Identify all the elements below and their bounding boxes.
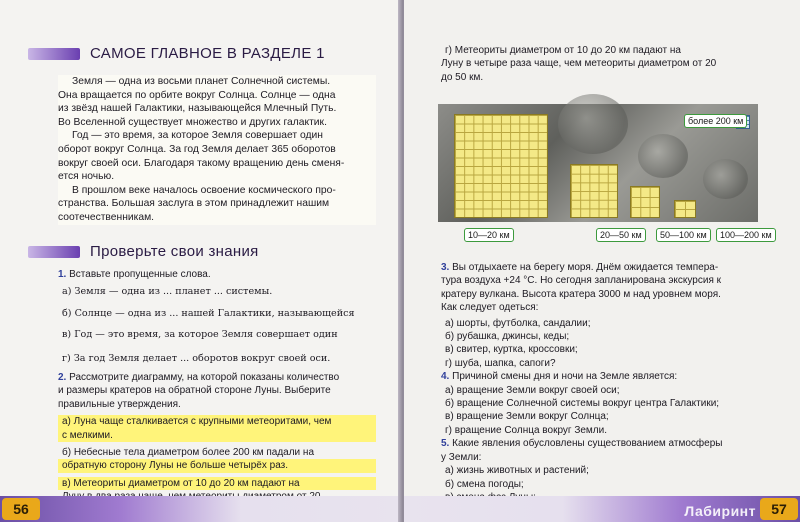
summary-line: Земля — одна из восьми планет Солнечной системы.: [72, 76, 331, 87]
questions-left: [58, 268, 376, 517]
question-5: 5. Какие явления обусловлены существованием атмосферы: [441, 438, 723, 450]
q3-line: тура воздуха +24 °С. Но сегодня запланирована экскурсия к: [441, 275, 722, 287]
grid-20-50km: [570, 164, 618, 218]
q3-option: б) рубашка, джинсы, кеды;: [445, 331, 570, 343]
q1-item: а) Земля — одна из ... планет ... системы.: [62, 286, 273, 298]
right-page: [404, 0, 800, 522]
q2-option-g: г) Метеориты диаметром от 10 до 20 км падают на Луну в четыре раза чаще, чем метеориты диаметром от 20 до 50 км.: [441, 45, 717, 83]
q3-line: Как следует одеться:: [441, 302, 539, 314]
q4-option: г) вращение Солнца вокруг Земли.: [445, 424, 607, 436]
summary-line: ется ночью.: [58, 171, 115, 183]
q4-option: в) вращение Земли вокруг Солнца;: [445, 411, 609, 423]
label-over-200km: более 200 км: [684, 114, 747, 128]
q2-line: правильные утверждения.: [58, 398, 181, 410]
page-number: 56: [2, 498, 40, 520]
summary-line: Год — это время, за которое Земля совершает один: [72, 130, 323, 142]
q1-item: г) За год Земля делает ... оборотов вокруг своей оси.: [62, 352, 331, 364]
summary-line: Она вращается по орбите вокруг Солнца. Солнце — одна: [58, 89, 336, 101]
q3-option: а) шорты, футболка, сандалии;: [445, 317, 591, 329]
q2-option-a: а) Луна чаще сталкивается с крупными метеоритами, чем: [58, 415, 376, 428]
q1-item: б) Солнце — одна из ... нашей Галактики, называющейся: [62, 307, 355, 319]
summary-line: странства. Большая заслуга в этом принадлежит нашим: [58, 198, 330, 210]
page-number: 57: [760, 498, 798, 520]
summary-line: соотечественникам.: [58, 211, 155, 223]
question-4: 4. Причиной смены дня и ночи на Земле является:: [441, 371, 678, 383]
label-50-100km: 50—100 км: [656, 228, 711, 242]
q4-option: а) вращение Земли вокруг своей оси;: [445, 384, 620, 396]
q3-option: в) свитер, куртка, кроссовки;: [445, 344, 578, 356]
question-1: 1. Вставьте пропущенные слова.: [58, 269, 211, 280]
grid-10-20km: [454, 114, 548, 218]
q2-option-a: с мелкими.: [58, 429, 376, 442]
check-title: Проверьте свои знания: [90, 243, 259, 260]
questions-right: [441, 261, 771, 518]
summary-line: Во Вселенной существует множество и других галактик.: [58, 116, 327, 128]
watermark: Лабиринт: [684, 503, 756, 519]
q5-option: а) жизнь животных и растений;: [445, 465, 589, 477]
section-title: САМОЕ ГЛАВНОЕ В РАЗДЕЛЕ 1: [90, 45, 325, 62]
label-20-50km: 20—50 км: [596, 228, 646, 242]
summary-line: оборот вокруг Солнца. За год Земля делает 365 оборотов: [58, 143, 336, 155]
q3-option: г) шуба, шапка, сапоги?: [445, 357, 556, 369]
crater-shape: [703, 159, 748, 199]
summary-line: вокруг своей оси. Благодаря такому вращению день сменя-: [58, 157, 345, 169]
summary-banner: [28, 45, 325, 62]
crater-diagram: [438, 104, 772, 240]
q2-line: и размеры кратеров на обратной стороне Луны. Выберите: [58, 385, 331, 397]
crater-shape: [638, 134, 688, 178]
crater-shape: [558, 94, 628, 154]
q5-option: б) смена погоды;: [445, 478, 524, 490]
question-2: 2. Рассмотрите диаграмму, на которой показаны количество: [58, 372, 340, 384]
summary-line: В прошлом веке началось освоение космического про-: [72, 184, 336, 196]
grid-50-100km: [630, 186, 660, 218]
check-banner: [28, 243, 259, 260]
grid-100-200km: [674, 200, 696, 218]
question-3: 3. Вы отдыхаете на берегу моря. Днём ожидается темпера-: [441, 262, 719, 273]
q3-line: кратеру вулкана. Высота кратера 3000 м над уровнем моря.: [441, 288, 721, 300]
page-footer-band: [0, 496, 402, 522]
label-100-200km: 100—200 км: [716, 228, 776, 242]
summary-box: [58, 75, 376, 225]
q2-option-b: б) Небесные тела диаметром более 200 км падали на: [62, 447, 315, 459]
summary-line: из звёзд нашей Галактики, называющейся Млечный Путь.: [58, 103, 337, 115]
q1-item: в) Год — это время, за которое Земля совершает один: [62, 329, 338, 341]
q2-option-b: обратную сторону Луны не больше четырёх раз.: [58, 459, 376, 472]
q5-line: у Земли:: [441, 451, 482, 463]
q2-option-v: в) Метеориты диаметром от 10 до 20 км падают на: [58, 477, 376, 490]
q4-option: б) вращение Солнечной системы вокруг центра Галактики;: [445, 398, 720, 410]
banner-bar: [28, 48, 80, 60]
label-10-20km: 10—20 км: [464, 228, 514, 242]
banner-bar: [28, 246, 80, 258]
